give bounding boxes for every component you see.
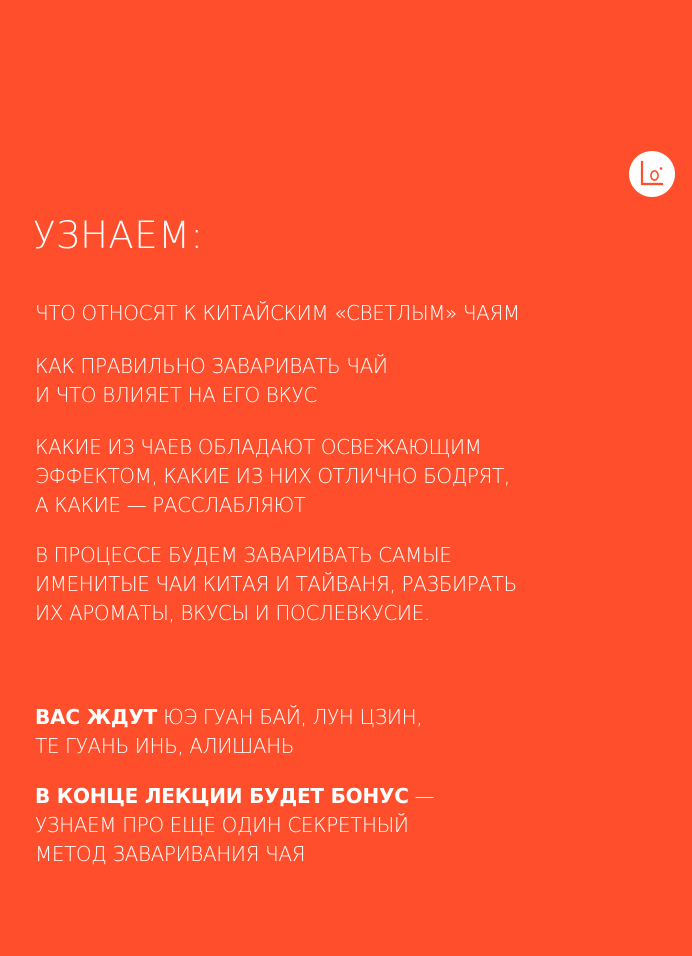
- point-process: [35, 541, 517, 628]
- bonus-note: [35, 782, 434, 869]
- bonus-line: МЕТОД ЗАВАРИВАНИЯ ЧАЯ: [35, 842, 306, 866]
- point-tea-types: [35, 299, 520, 328]
- point-effects: [35, 433, 510, 520]
- bonus-line: УЗНАЕМ ПРО ЕЩЕ ОДИН СЕКРЕТНЫЙ: [35, 813, 409, 837]
- heading: УЗНАЕМ:: [33, 214, 204, 257]
- teas-line: [35, 703, 422, 732]
- bonus-dash: —: [408, 784, 435, 808]
- point-line: ЧТО ОТНОСЯТ К КИТАЙСКИМ «СВЕТЛЫМ» ЧАЯМ: [35, 301, 520, 325]
- lo-circle-logo-icon: [629, 151, 675, 197]
- point-line: ЭФФЕКТОМ, КАКИЕ ИЗ НИХ ОТЛИЧНО БОДРЯТ,: [35, 464, 510, 488]
- point-line: И ЧТО ВЛИЯЕТ НА ЕГО ВКУС: [35, 383, 317, 407]
- teas-line: ТЕ ГУАНЬ ИНЬ, АЛИШАНЬ: [35, 734, 295, 758]
- point-line: КАКИЕ ИЗ ЧАЕВ ОБЛАДАЮТ ОСВЕЖАЮЩИМ: [35, 435, 482, 459]
- teas-list: [35, 703, 422, 761]
- point-brewing: [35, 352, 388, 410]
- bonus-line: [35, 782, 434, 811]
- point-line: ИХ АРОМАТЫ, ВКУСЫ И ПОСЛЕВКУСИЕ.: [35, 601, 430, 625]
- point-line: КАК ПРАВИЛЬНО ЗАВАРИВАТЬ ЧАЙ: [35, 354, 388, 378]
- teas-lead: ВАС ЖДУТ: [35, 705, 158, 729]
- teas-names: ЮЭ ГУАН БАЙ, ЛУН ЦЗИН,: [157, 705, 423, 729]
- point-line: ИМЕНИТЫЕ ЧАИ КИТАЯ И ТАЙВАНЯ, РАЗБИРАТЬ: [35, 572, 517, 596]
- point-line: А КАКИЕ — РАССЛАБЛЯЮТ: [35, 493, 306, 517]
- point-line: В ПРОЦЕССЕ БУДЕМ ЗАВАРИВАТЬ САМЫЕ: [35, 543, 452, 567]
- bonus-lead: В КОНЦЕ ЛЕКЦИИ БУДЕТ БОНУС: [35, 784, 409, 808]
